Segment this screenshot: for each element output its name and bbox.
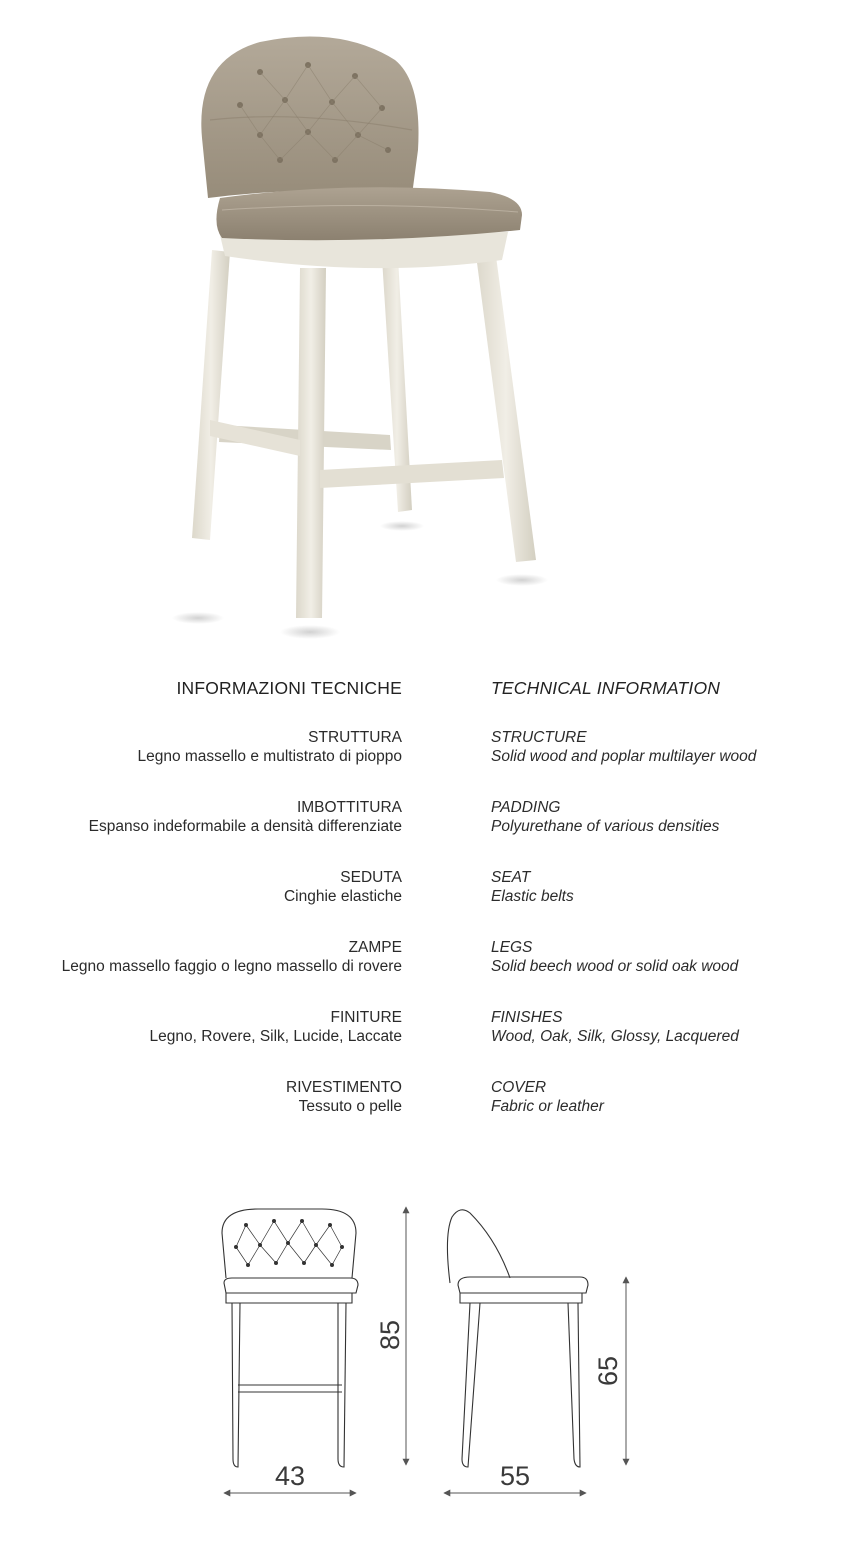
spec-label-it: IMBOTTITURA	[296, 799, 402, 816]
spec-value-en: Polyurethane of various densities	[491, 818, 720, 835]
spec-value-en: Solid beech wood or solid oak wood	[491, 958, 739, 975]
side-view-backrest	[447, 1210, 510, 1283]
spec-label-it: FINITURE	[330, 1009, 402, 1026]
width-label: 43	[274, 1461, 306, 1491]
height-label: 85	[375, 1319, 405, 1351]
front-view-seat	[224, 1278, 358, 1293]
dimension-diagram	[0, 1195, 855, 1535]
spec-label-it: SEDUTA	[340, 869, 402, 886]
seat-height-label: 65	[593, 1355, 623, 1387]
spec-label-it: ZAMPE	[348, 939, 402, 956]
side-view-seat	[458, 1277, 588, 1293]
spec-label-it: RIVESTIMENTO	[286, 1079, 402, 1096]
spec-value-it: Cinghie elastiche	[283, 888, 402, 905]
spec-label-en: PADDING	[491, 799, 561, 816]
heading-en: TECHNICAL INFORMATION	[491, 678, 721, 698]
spec-value-it: Legno massello e multistrato di pioppo	[137, 748, 402, 765]
side-view-legs	[462, 1303, 480, 1467]
dimension-drawings	[0, 1195, 855, 1535]
spec-value-en: Wood, Oak, Silk, Glossy, Lacquered	[491, 1028, 739, 1045]
product-photo	[150, 20, 570, 645]
depth-label: 55	[499, 1461, 531, 1491]
spec-value-it: Espanso indeformabile a densità differenziate	[88, 818, 402, 835]
spec-label-en: STRUCTURE	[491, 729, 587, 746]
spec-value-en: Fabric or leather	[491, 1098, 604, 1115]
spec-label-en: LEGS	[491, 939, 533, 956]
spec-label-en: SEAT	[491, 869, 531, 886]
spec-label-it: STRUTTURA	[308, 729, 402, 746]
heading-it: INFORMAZIONI TECNICHE	[176, 678, 402, 698]
spec-label-en: FINISHES	[491, 1009, 563, 1026]
spec-label-en: COVER	[491, 1079, 547, 1096]
bar-stool-photo-icon	[150, 20, 570, 645]
spec-value-it: Tessuto o pelle	[298, 1098, 402, 1115]
spec-value-en: Elastic belts	[491, 888, 574, 905]
spec-value-en: Solid wood and poplar multilayer wood	[491, 748, 757, 765]
spec-value-it: Legno, Rovere, Silk, Lucide, Laccate	[149, 1028, 402, 1045]
spec-value-it: Legno massello faggio o legno massello di rovere	[61, 958, 402, 975]
